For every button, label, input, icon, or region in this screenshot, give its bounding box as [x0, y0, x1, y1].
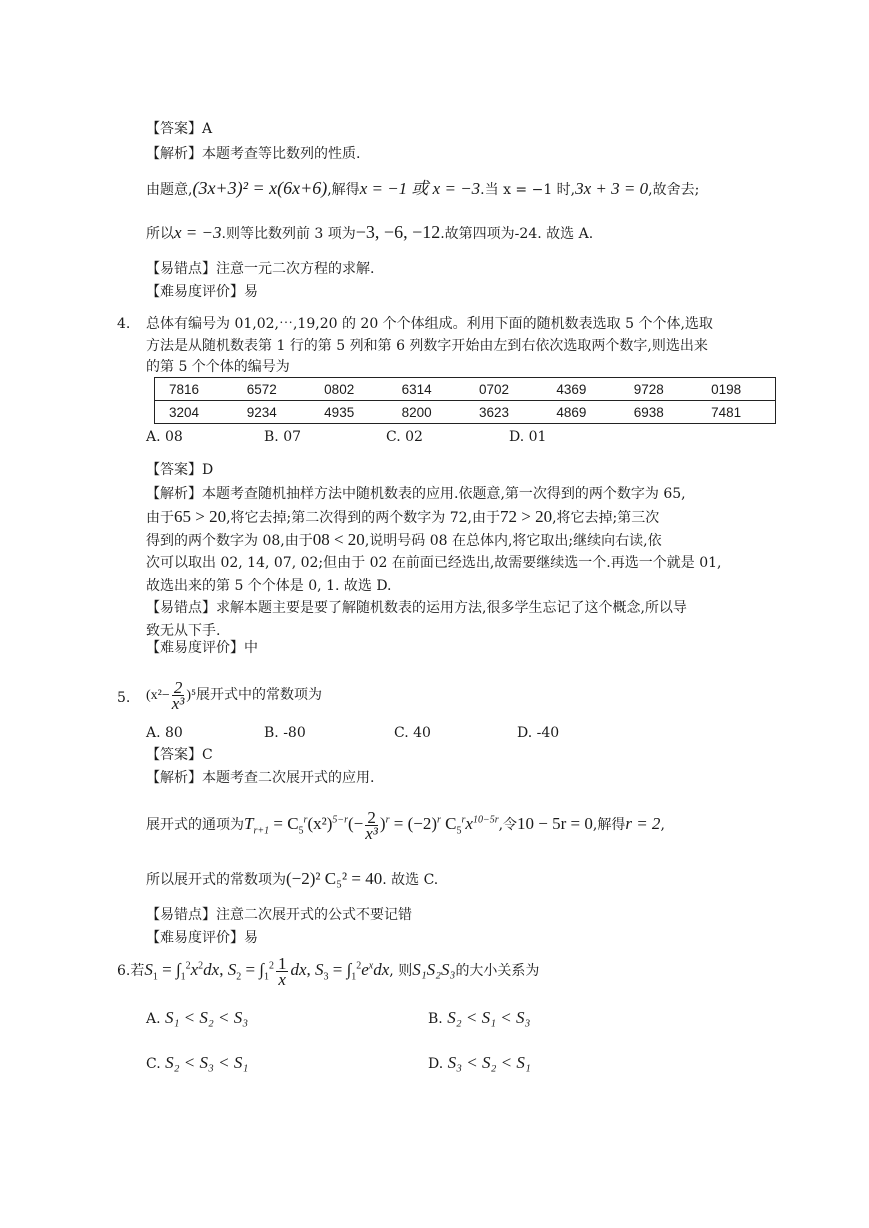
difficulty-label: 【难易度评价】 — [146, 640, 244, 656]
difficulty-value: 易 — [244, 930, 258, 946]
table-cell: 7816 — [155, 378, 233, 401]
answer-label: 【答案】 — [146, 121, 202, 137]
text: ,将它去掉;第二次得到的两个数字为 72,由于 — [226, 510, 500, 526]
q5-solution-line-1 — [146, 806, 665, 843]
fraction — [365, 807, 378, 843]
q6-option-c[interactable] — [146, 1053, 248, 1074]
q6-stem — [117, 952, 539, 989]
math-text: C — [445, 814, 457, 833]
option-letter: A. — [146, 1011, 161, 1027]
q4-pitfall-line-1 — [146, 598, 687, 618]
q4-stem-line-1: 总体有编号为 01,02,⋯,19,20 的 20 个个体组成。利用下面的随机数表选取 5 个个体,选取 — [146, 316, 713, 332]
text: 本题考查二次展开式的应用. — [202, 770, 375, 786]
table-row — [155, 378, 776, 401]
math-sup: 10−5r — [472, 814, 499, 826]
analysis-label: 【解析】 — [146, 146, 202, 162]
math-text: = (−2) — [393, 814, 437, 833]
math-sup: r — [303, 814, 308, 826]
analysis-label: 【解析】 — [146, 770, 202, 786]
question-number: 6. — [117, 963, 131, 979]
fraction: $\frac{1}{x}$ — [277, 953, 287, 989]
option-letter: D. — [428, 1056, 444, 1072]
q3-solution-line-1 — [146, 178, 699, 200]
q3-answer — [146, 119, 212, 139]
option-expression: S₁ < S₂ < S₃ — [165, 1008, 249, 1027]
math-sup: 5−r — [332, 814, 349, 826]
q5-solution-line-2 — [146, 869, 438, 890]
answer-label: 【答案】 — [146, 462, 202, 478]
answer-value: D — [202, 462, 214, 478]
q4-stem-line-2: 方法是从随机数表第 1 行的第 5 列和第 6 列数字开始由左到右依次选取两个数字,则选出来 — [146, 338, 708, 354]
table-cell: 6314 — [388, 378, 465, 401]
text: .当 x = −1 时, — [480, 182, 576, 198]
q5-difficulty — [146, 928, 258, 948]
fraction — [171, 677, 185, 713]
math-sup: r — [437, 814, 441, 826]
q5-analysis — [146, 768, 374, 788]
table-cell: 9728 — [620, 378, 697, 401]
analysis-label: 【解析】 — [146, 486, 202, 502]
math-text: x — [465, 814, 473, 833]
text: 求解本题主要是要了解随机数表的运用方法,很多学生忘记了这个概念,所以导 — [216, 600, 687, 616]
math-text: (− — [348, 814, 364, 833]
text: , — [660, 817, 665, 833]
q4-analysis-line-3 — [146, 530, 662, 551]
q6-option-d[interactable] — [428, 1053, 531, 1074]
option-letter: B. — [428, 1011, 443, 1027]
math-sup: r — [461, 814, 466, 826]
integral-definitions: $S_1 = \int_1^2x^2dx$, $S_2 = \int_1^2$ $\frac{1}{x}$ dx, $S_3 = \int_1^2e^xdx$ — [144, 953, 390, 989]
inequality: 08 < 20 — [312, 530, 365, 549]
q5-option-a[interactable]: A. 80 — [146, 725, 183, 741]
text: 得到的两个数字为 08,由于 — [146, 533, 313, 549]
text: 由题意, — [146, 182, 193, 198]
math-text: ) — [379, 814, 386, 833]
text: 本题考查随机抽样方法中随机数表的应用.依题意,第一次得到的两个数字为 65, — [202, 486, 686, 502]
q3-solution-line-2 — [146, 222, 593, 244]
difficulty-label: 【难易度评价】 — [146, 284, 244, 300]
answer-value: C — [202, 747, 213, 763]
q4-analysis-line-2 — [146, 507, 659, 528]
table-cell: 0702 — [465, 378, 542, 401]
text: .故第四项为-24. 故选 A. — [440, 226, 594, 242]
q4-option-c[interactable]: C. 02 — [386, 429, 423, 445]
table-cell: 3623 — [465, 401, 542, 424]
text: ,令 — [498, 817, 518, 833]
table-row — [155, 401, 776, 424]
q4-analysis-line-4: 次可以取出 02, 14, 07, 02;但由于 02 在前面已经选出,故需要继续选一个.再选一个就是 01, — [146, 555, 722, 571]
answer-label: 【答案】 — [146, 747, 202, 763]
q6-option-a[interactable] — [146, 1008, 248, 1029]
q3-pitfall — [146, 259, 374, 279]
numerator: 2 — [365, 810, 378, 826]
text: 展开式的通项为 — [146, 817, 244, 833]
denominator: x³ — [171, 693, 185, 713]
text: .则等比数列前 3 项为 — [221, 226, 356, 242]
q5-stem — [146, 678, 322, 713]
inequality: 65 > 20 — [174, 507, 227, 526]
solution: x = −1 或 x = −3 — [359, 179, 481, 198]
math-text: T — [244, 814, 254, 833]
variables: S₁S₂S₃ — [412, 960, 456, 979]
table-cell: 9234 — [233, 401, 310, 424]
text: 所以 — [146, 226, 174, 242]
text: ,解得 — [327, 182, 360, 198]
general-term — [244, 807, 499, 843]
q4-option-a[interactable]: A. 08 — [146, 429, 183, 445]
zero-check: 3x + 3 = 0 — [575, 179, 649, 198]
solution: r = 2 — [625, 814, 661, 833]
q4-answer — [146, 460, 213, 480]
q5-answer — [146, 745, 213, 765]
q5-pitfall — [146, 905, 412, 925]
q5-option-b[interactable]: B. -80 — [264, 725, 306, 741]
q4-number: 4. — [117, 316, 131, 332]
text: . 故选 C. — [382, 872, 439, 888]
table-cell: 3204 — [155, 401, 233, 424]
table-cell: 4935 — [310, 401, 387, 424]
table-cell: 0198 — [697, 378, 775, 401]
q3-analysis — [146, 144, 360, 164]
text: 展开式中的常数项为 — [195, 687, 322, 703]
random-number-table — [154, 377, 776, 424]
pitfall-label: 【易错点】 — [146, 600, 216, 616]
math-text: = C — [269, 814, 299, 833]
text: , 则 — [389, 963, 413, 979]
text: 的大小关系为 — [455, 963, 540, 979]
table-cell: 0802 — [310, 378, 387, 401]
q4-stem-line-3: 的第 5 个个体的编号为 — [146, 359, 290, 375]
math-sub: 5 — [298, 825, 304, 837]
analysis-text: 本题考查等比数列的性质. — [202, 146, 361, 162]
math-text: )⁵ — [186, 688, 196, 703]
q4-pitfall-line-2: 致无从下手. — [146, 623, 221, 639]
text: ,解得 — [592, 817, 626, 833]
option-expression: S₂ < S₃ < S₁ — [165, 1053, 249, 1072]
math-sub: r+1 — [253, 825, 270, 837]
pitfall-label: 【易错点】 — [146, 261, 216, 277]
table-cell: 8200 — [388, 401, 465, 424]
equation: (3x+3)² = x(6x+6) — [192, 178, 328, 198]
x-value: x = −3 — [174, 223, 222, 242]
condition: 10 − 5r = 0 — [517, 814, 593, 833]
constant-term: (−2)² C₅² = 40 — [286, 869, 383, 888]
q4-option-b[interactable]: B. 07 — [264, 429, 302, 445]
difficulty-label: 【难易度评价】 — [146, 930, 244, 946]
q4-analysis-line-5: 故选出来的第 5 个个体是 0, 1. 故选 D. — [146, 578, 392, 594]
math-sub: 5 — [456, 825, 462, 837]
terms: −3, −6, −12 — [355, 222, 441, 242]
table-cell: 4869 — [542, 401, 619, 424]
q5-number: 5. — [117, 690, 131, 706]
inequality: 72 > 20 — [499, 507, 553, 526]
math-sup: r — [385, 814, 390, 826]
pitfall-label: 【易错点】 — [146, 907, 216, 923]
table-cell: 7481 — [697, 401, 775, 424]
q4-option-d[interactable]: D. 01 — [509, 429, 547, 445]
math-text: (x²) — [307, 814, 333, 833]
text: 所以展开式的常数项为 — [146, 872, 286, 888]
table-cell: 6572 — [233, 378, 310, 401]
text: 由于 — [146, 510, 174, 526]
q5-option-d[interactable]: D. -40 — [517, 725, 560, 741]
option-expression: S₂ < S₁ < S₃ — [447, 1008, 531, 1027]
numerator: 2 — [172, 680, 185, 696]
pitfall-text: 注意一元二次方程的求解. — [216, 261, 375, 277]
q6-option-b[interactable] — [428, 1008, 530, 1029]
denominator: x³ — [365, 823, 378, 843]
option-expression: S₃ < S₂ < S₁ — [447, 1053, 531, 1072]
q4-analysis-line-1 — [146, 484, 686, 504]
math-text: (x²− — [146, 688, 170, 703]
q5-option-c[interactable]: C. 40 — [394, 725, 431, 741]
table-cell: 6938 — [620, 401, 697, 424]
text: ,说明号码 08 在总体内,将它取出;继续向右读,依 — [364, 533, 662, 549]
table-cell: 4369 — [542, 378, 619, 401]
text: 若 — [130, 963, 145, 979]
text: 注意二次展开式的公式不要记错 — [216, 907, 412, 923]
text: ,将它去掉;第三次 — [552, 510, 660, 526]
answer-value: A — [202, 121, 213, 137]
difficulty-value: 中 — [244, 640, 258, 656]
difficulty-value: 易 — [244, 284, 258, 300]
q3-difficulty — [146, 282, 258, 302]
text: ,故舍去; — [648, 182, 700, 198]
option-letter: C. — [146, 1056, 161, 1072]
q4-difficulty — [146, 638, 258, 658]
